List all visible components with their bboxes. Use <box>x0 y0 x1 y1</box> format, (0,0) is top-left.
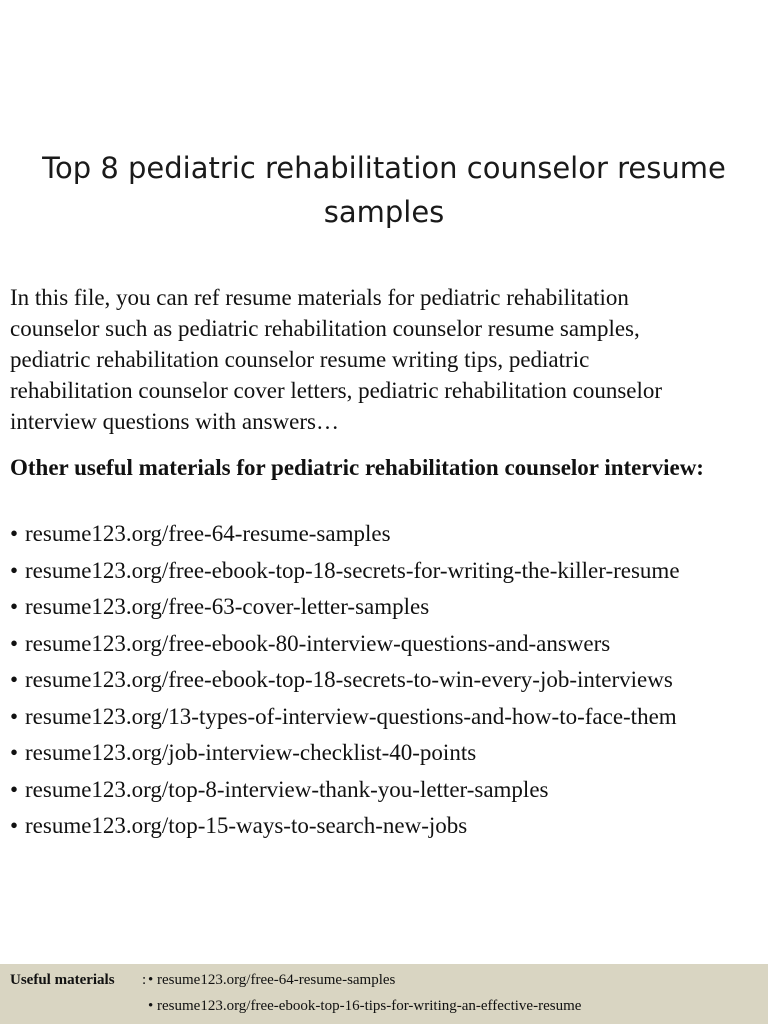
list-item <box>10 516 768 553</box>
materials-heading: Other useful materials for pediatric rehabilitation counselor interview: <box>10 455 704 480</box>
footer-label: Useful materials <box>10 972 115 988</box>
footer-link[interactable]: • resume123.org/free-64-resume-samples <box>148 972 396 988</box>
materials-link[interactable]: resume123.org/free-ebook-top-18-secrets-for-writing-the-killer-resume <box>25 557 680 583</box>
materials-link[interactable]: resume123.org/job-interview-checklist-40-points <box>25 740 477 765</box>
bullet-icon: • <box>10 703 19 729</box>
materials-link[interactable]: resume123.org/13-types-of-interview-questions-and-how-to-face-them <box>25 703 677 729</box>
intro-paragraph: In this file, you can ref resume materials for pediatric rehabilitation counselor such as pediatric rehabilitation counselor resume samples, pediatric rehabilitation counselor resume writing tips, pediatric rehabilitation counselor cover letters, pediatric rehabilitation counselor interview questions with answers… <box>10 285 663 434</box>
materials-link[interactable]: resume123.org/free-64-resume-samples <box>25 521 391 546</box>
list-item <box>10 772 768 809</box>
bullet-icon: • <box>10 667 19 692</box>
list-item <box>10 699 768 736</box>
footer-link[interactable]: • resume123.org/free-ebook-top-16-tips-for-writing-an-effective-resume <box>148 998 582 1014</box>
footer-colon: : <box>142 972 147 988</box>
title-line-2: samples <box>323 195 445 229</box>
list-item <box>10 626 768 663</box>
materials-link[interactable]: resume123.org/free-ebook-80-interview-questions-and-answers <box>25 630 611 656</box>
materials-link[interactable]: resume123.org/free-ebook-top-18-secrets-to-win-every-job-interviews <box>25 667 673 692</box>
footer-bar <box>0 964 768 1024</box>
page-title <box>40 146 728 234</box>
materials-link-list <box>10 516 768 845</box>
bullet-icon: • <box>10 813 19 838</box>
list-item <box>10 808 768 845</box>
materials-link[interactable]: resume123.org/free-63-cover-letter-samples <box>25 594 430 619</box>
materials-link[interactable]: resume123.org/top-8-interview-thank-you-letter-samples <box>25 776 549 802</box>
bullet-icon: • <box>10 630 19 656</box>
list-item <box>10 589 768 626</box>
list-item <box>10 735 768 772</box>
bullet-icon: • <box>10 740 19 765</box>
list-item <box>10 553 768 590</box>
bullet-icon: • <box>10 594 19 619</box>
list-item <box>10 662 768 699</box>
title-line-1: Top 8 pediatric rehabilitation counselor resume <box>42 151 726 185</box>
materials-link[interactable]: resume123.org/top-15-ways-to-search-new-jobs <box>25 813 468 838</box>
bullet-icon: • <box>10 776 19 802</box>
bullet-icon: • <box>10 521 19 546</box>
bullet-icon: • <box>10 557 19 583</box>
